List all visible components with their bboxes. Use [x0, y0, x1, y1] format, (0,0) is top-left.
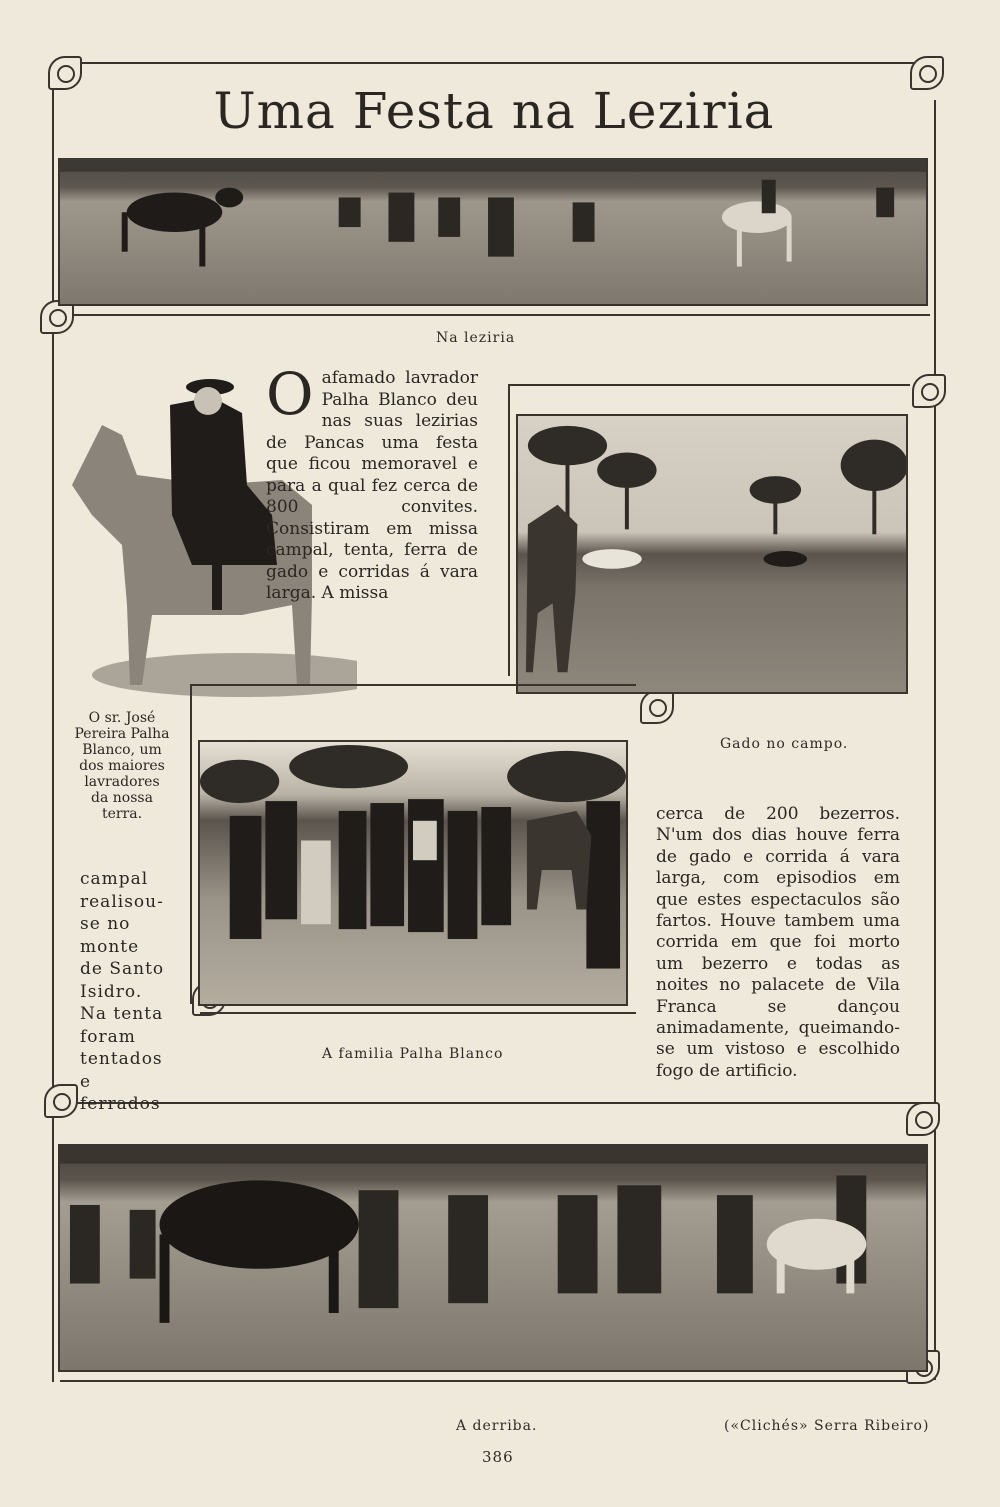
article-right-column: cerca de 200 bezerros. N'um dos dias houve ferra de gado e corrida á vara larga, com episodios em que estes espectaculos são fartos. Houve tambem uma corrida em que foi morto um bezerro e todas as noites no palacete de Vila Franca se dançou animadamente, queimando-se um vistoso e escolhido fogo de artificio. [656, 804, 900, 1081]
ornament-mid-right [912, 374, 946, 408]
family-frame-bottom [200, 1012, 636, 1014]
page-title: Uma Festa na Leziria [213, 82, 775, 140]
photo-leziria-image [60, 158, 926, 304]
cattle-frame-top [510, 384, 910, 386]
family-frame-left [190, 684, 192, 1004]
caption-family: A familia Palha Blanco [322, 1046, 504, 1062]
cattle-frame-bottom [508, 674, 510, 676]
frame-lower-line [60, 1102, 930, 1104]
article-left-column: campal realisou-se no monte de Santo Isidro. Na tenta foram tentados e ferrados [80, 869, 165, 1114]
photo-derriba [58, 1144, 928, 1372]
article-dropcap: O [266, 360, 314, 428]
cattle-frame-left [508, 384, 510, 674]
photo-cattle [516, 414, 908, 694]
ornament-lower-right [906, 1102, 940, 1136]
family-frame-top [192, 684, 636, 686]
photo-derriba-image [60, 1146, 926, 1370]
frame-right-line [934, 100, 936, 1380]
photo-family [198, 740, 628, 1006]
caption-credits: («Clichés» Serra Ribeiro) [724, 1418, 930, 1434]
caption-leziria: Na leziria [436, 330, 516, 346]
frame-top-line [60, 62, 930, 64]
frame-lower-left-line [52, 1102, 54, 1382]
photo-leziria [58, 158, 928, 306]
caption-cattle: Gado no campo. [720, 736, 849, 752]
frame-mid-line [60, 314, 930, 316]
frame-bottom-line [60, 1380, 930, 1382]
photo-family-image [200, 742, 626, 1004]
photo-cattle-image [518, 416, 906, 692]
caption-derriba: A derriba. [456, 1418, 538, 1434]
article-intro [266, 360, 478, 605]
page-number: 386 [482, 1448, 514, 1466]
article-intro-text: afamado lavrador Palha Blanco deu nas suas lezirias de Pancas uma festa que ficou memoravel e para a qual fez cerca de 800 convites. Consistiram em missa campal, tenta, ferra de gado e corridas á vara larga. A missa [266, 368, 478, 603]
ornament-lower-left [44, 1084, 78, 1118]
caption-portrait: O sr. José Pereira Palha Blanco, um dos maiores lavradores da nossa terra. [74, 710, 170, 822]
ornament-cattle-corner [640, 690, 674, 724]
